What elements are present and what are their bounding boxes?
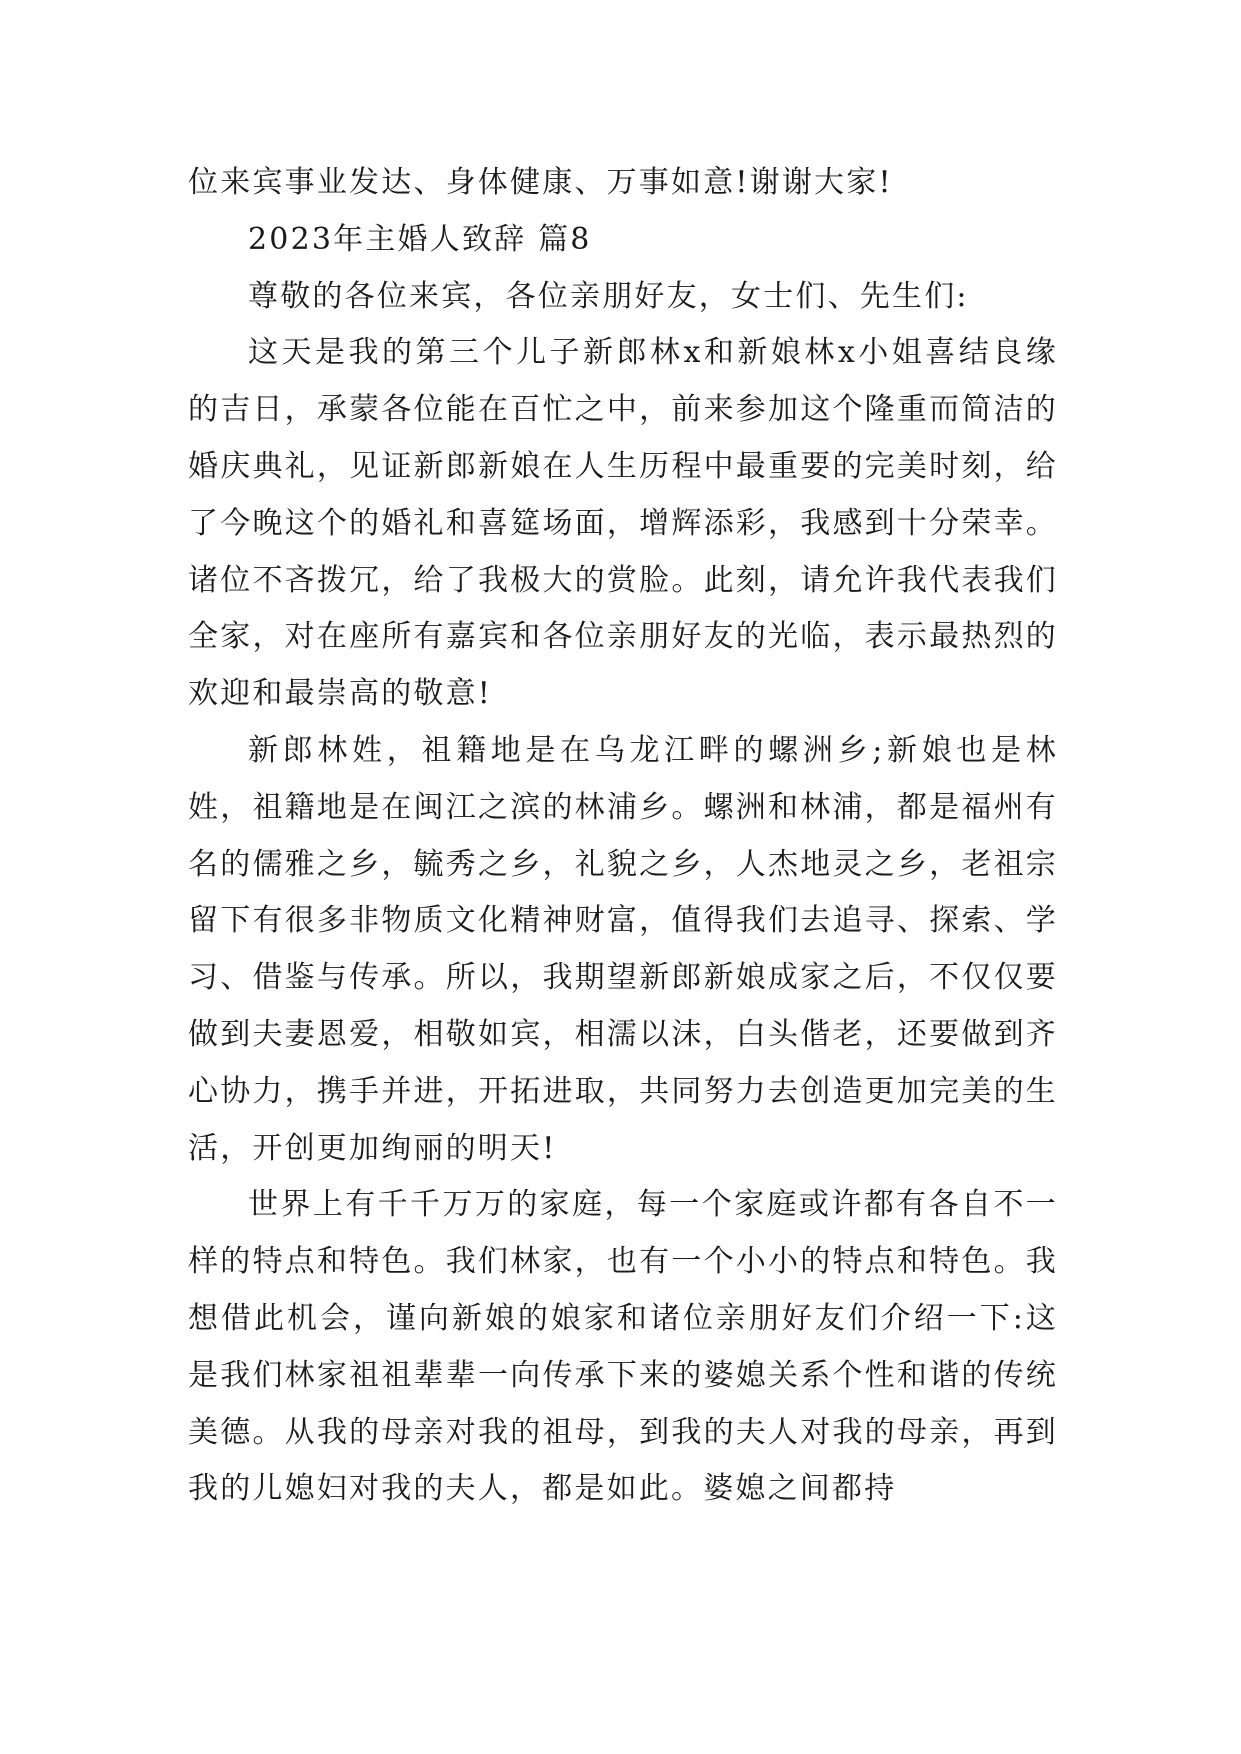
continued-line: 位来宾事业发达、身体健康、万事如意!谢谢大家! xyxy=(188,165,893,200)
document-page xyxy=(188,155,1058,1518)
paragraph-family-tradition: 世界上有千千万万的家庭，每一个家庭或许都有各自不一样的特点和特色。我们林家，也有一个小小的特点和特色。我想借此机会，谨向新娘的娘家和诸位亲朋好友们介绍一下:这是我们林家祖祖辈辈一向传承下来的婆媳关系个性和谐的传统美德。从我的母亲对我的祖母，到我的夫人对我的母亲，再到我的儿媳妇对我的夫人，都是如此。婆媳之间都持 xyxy=(188,1187,1058,1507)
paragraph-welcome: 这天是我的第三个儿子新郎林x和新娘林x小姐喜结良缘的吉日，承蒙各位能在百忙之中，前来参加这个隆重而简洁的婚庆典礼，见证新郎新娘在人生历程中最重要的完美时刻，给了今晚这个的婚礼和喜筵场面，增辉添彩，我感到十分荣幸。诸位不吝拨冗，给了我极大的赏脸。此刻，请允许我代表我们全家，对在座所有嘉宾和各位亲朋好友的光临，表示最热烈的欢迎和最崇高的敬意! xyxy=(188,335,1058,712)
paragraph-ancestry: 新郎林姓，祖籍地是在乌龙江畔的螺洲乡;新娘也是林姓，祖籍地是在闽江之滨的林浦乡。螺洲和林浦，都是福州有名的儒雅之乡，毓秀之乡，礼貌之乡，人杰地灵之乡，老祖宗留下有很多非物质文化精神财富，值得我们去追寻、探索、学习、借鉴与传承。所以，我期望新郎新娘成家之后，不仅仅要做到夫妻恩爱，相敬如宾，相濡以沫，白头偕老，还要做到齐心协力，携手并进，开拓进取，共同努力去创造更加完美的生活，开创更加绚丽的明天! xyxy=(188,732,1058,1166)
section-title: 2023年主婚人致辞 篇8 xyxy=(248,221,592,257)
paragraph-greeting: 尊敬的各位来宾，各位亲朋好友，女士们、先生们: xyxy=(248,278,969,314)
